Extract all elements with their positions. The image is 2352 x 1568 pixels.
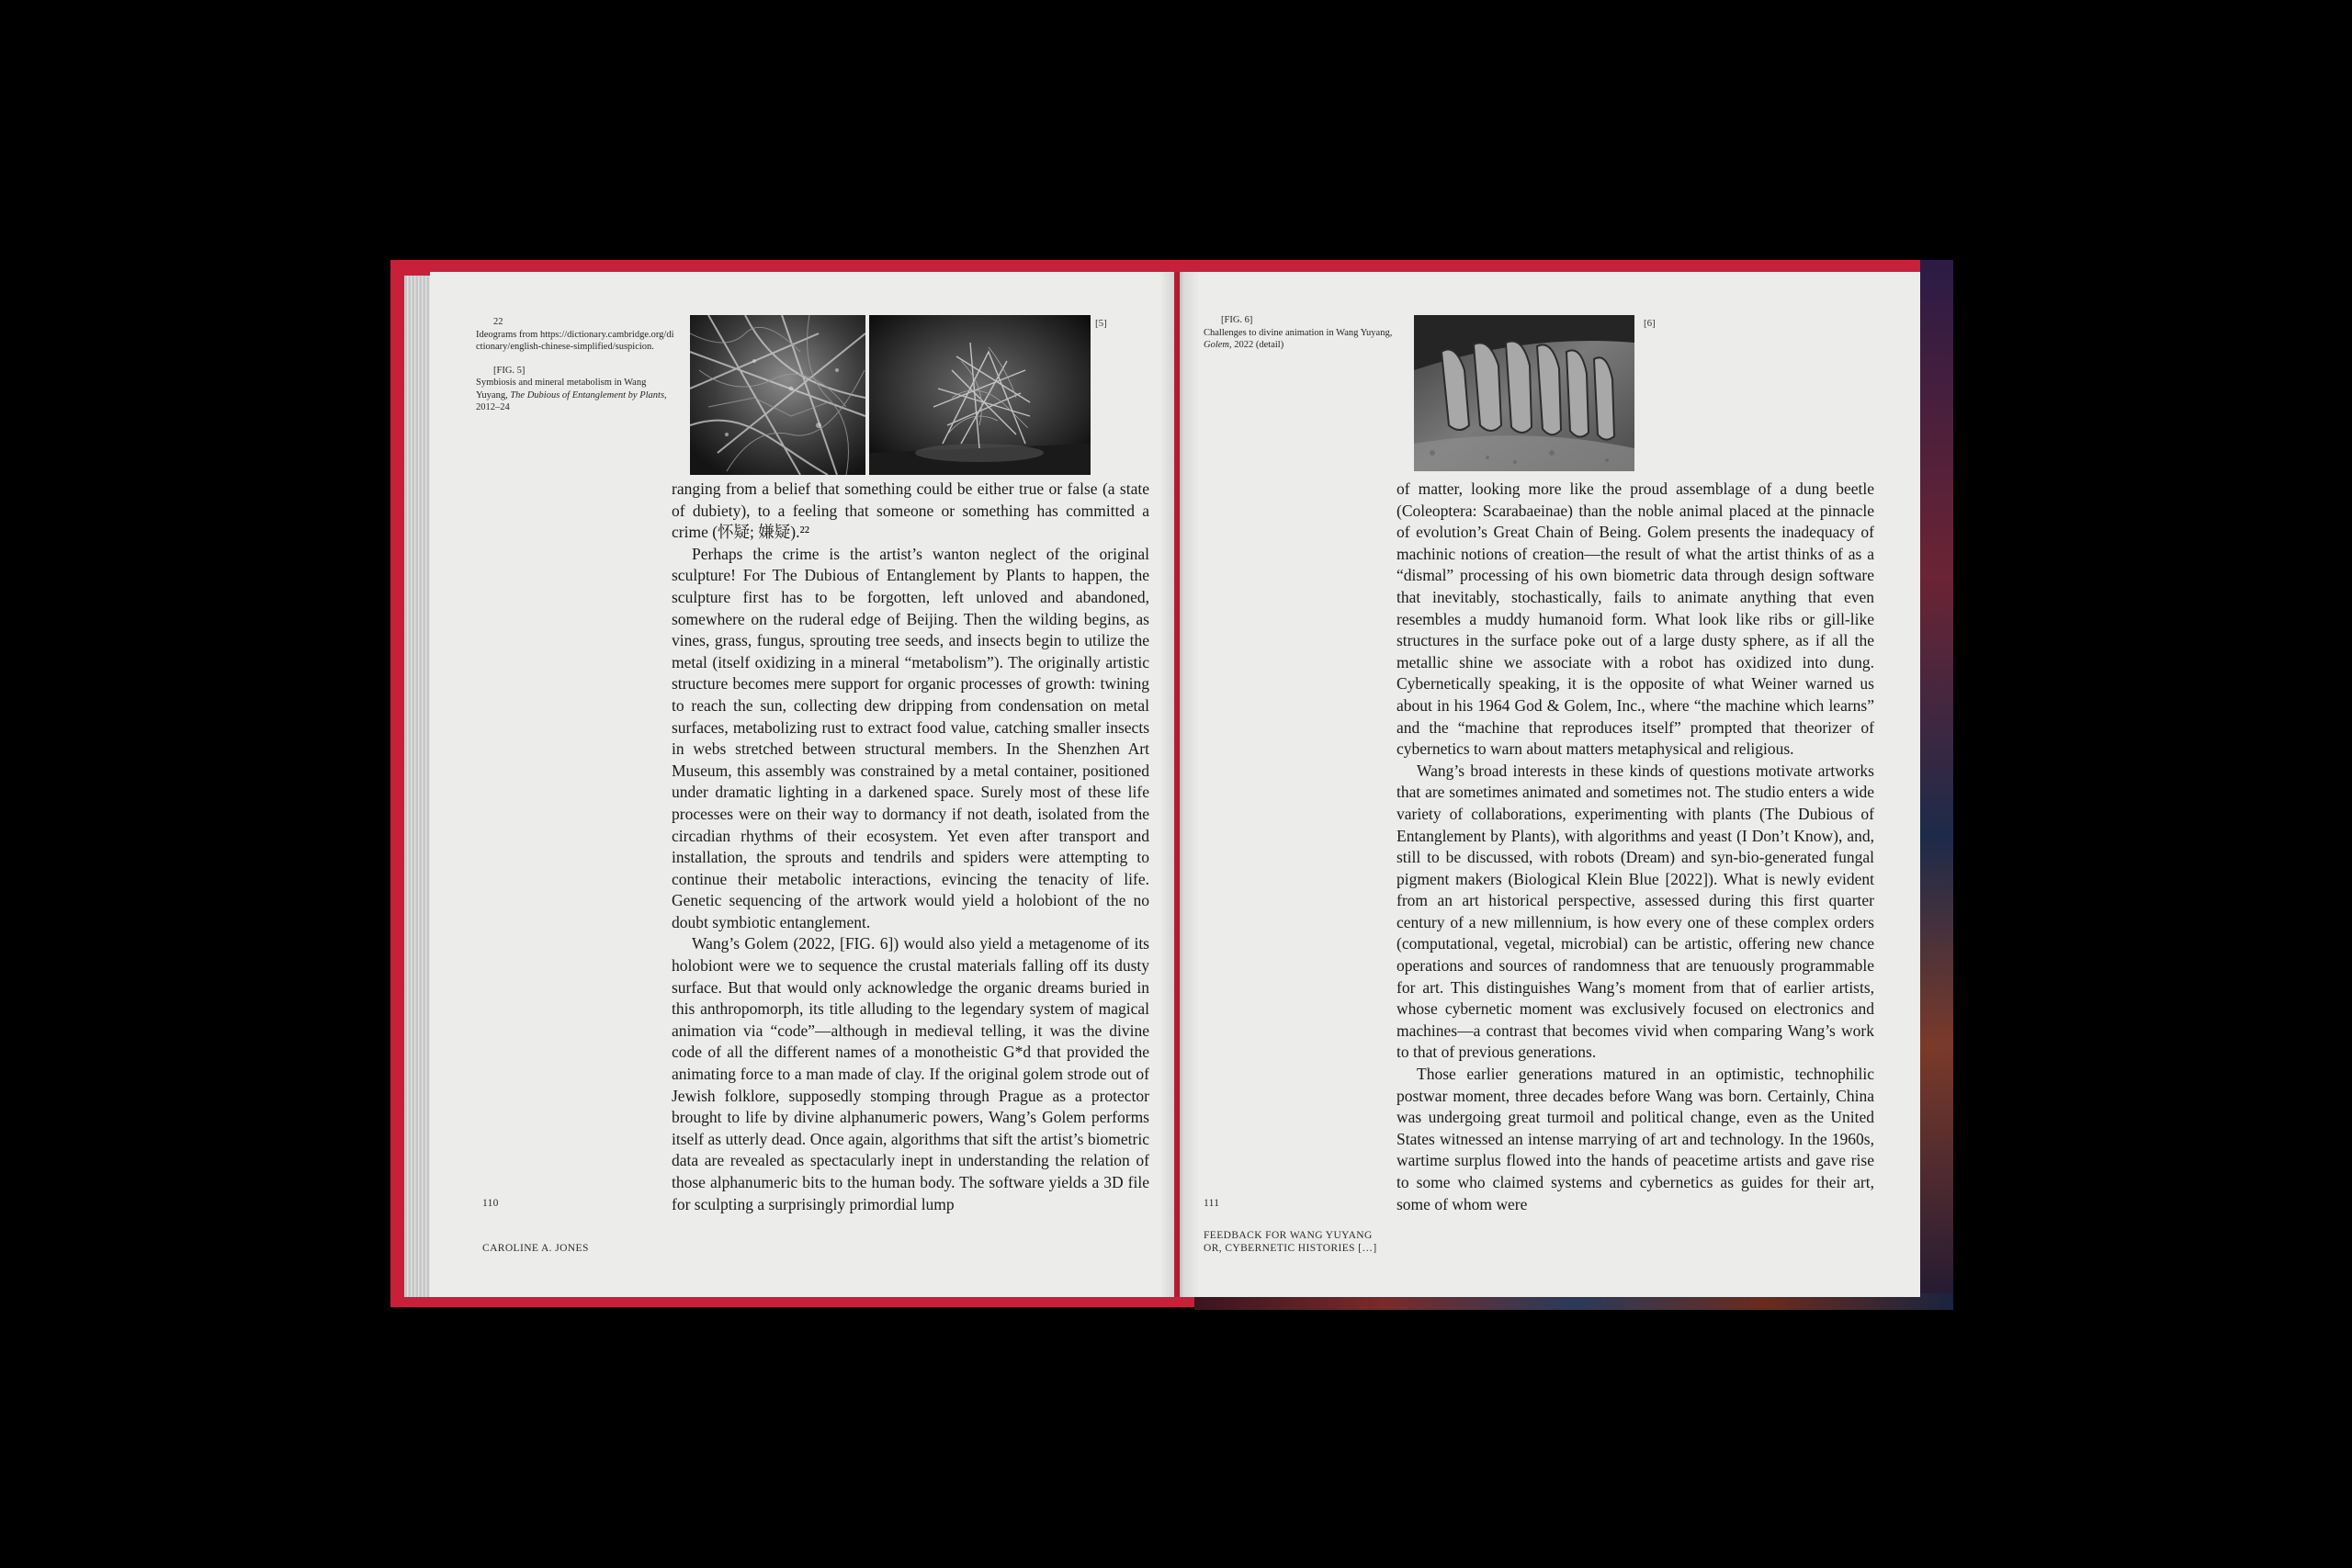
fig6-photo-golem xyxy=(1414,315,1634,471)
footnote-22 xyxy=(476,316,678,425)
fig5-caption-title: The Dubious of Entanglement by Plants xyxy=(510,389,665,400)
running-head-line: FEEDBACK FOR WANG YUYANG xyxy=(1204,1230,1373,1241)
page-number: 111 xyxy=(1204,1198,1220,1209)
left-page xyxy=(430,272,1174,1297)
fig6-label: [FIG. 6] xyxy=(1221,315,1253,325)
paragraph: Wang’s Golem (2022, [FIG. 6]) would also yield a metagenome of its holobiont were we to sequence the crustal materials falling off its dusty surface. But that would only acknowledge the organic dreams buried in this anthropomorph, its title alluding to the legendary system of magical animation via “code”—although in medieval telling, it was the divine code of all the different names of a monotheistic G*d that provided the animating force to a man made of clay. If the original golem strode out of Jewish folklore, supposedly stomping through Prague as a protector brought to life by divine alphanumeric powers, Wang’s Golem performs itself as utterly dead. Once again, algorithms that sift the artist’s biometric data are revealed as spectacularly inept in understanding the relation of those alphanumeric bits to the human body. The software yields a 3D file for sculpting a surprisingly primordial lump xyxy=(672,934,1149,1213)
right-body-text xyxy=(1396,479,1874,1215)
fig5-marker: [5] xyxy=(1095,318,1107,329)
running-head-line: OR, CYBERNETIC HISTORIES […] xyxy=(1204,1243,1377,1254)
running-head: CAROLINE A. JONES xyxy=(482,1243,589,1254)
fig6-caption-block xyxy=(1204,314,1415,352)
page-edges xyxy=(404,276,432,1297)
cover-edge xyxy=(1920,260,1953,1307)
paragraph: of matter, looking more like the proud assemblage of a dung beetle (Coleoptera: Scarabaeinae) than the noble animal placed at the pinnacle of evolution’s Great Chain of Being. Golem presents the inadequacy of machinic notions of creation—the result of what the artist thinks of as a “dismal” processing of his own biometric data through design software that inevitably, stochastically, fails to animate anything that even resembles a muddy humanoid form. What look like ribs or gill-like structures in the surface poke out of a large dusty sphere, as if all the metallic shine we associate with a robot has oxidized into dung. Cybernetically speaking, it is the opposite of what Weiner warned us about in his 1964 God & Golem, Inc., where “the machine which learns” and the “machine that reproduces itself” prompted that theorizer of cybernetics to warn about matters metaphysical and religious. xyxy=(1396,479,1874,759)
fig5-caption-text: Symbiosis and mineral metabolism in Wang Yuyang, xyxy=(476,378,647,400)
paragraph: Those earlier generations matured in an optimistic, technophilic postwar moment, three decades before Wang was born. Certainly, China was undergoing great turmoil and political change, even as the United States witnessed an intense marrying of art and technology. In the 1960s, wartime surplus flowed into the hands of peacetime artists and gave rise to some who claimed systems and cybernetics as guides for their art, some of whom were xyxy=(1396,1065,1874,1213)
right-page xyxy=(1180,272,1920,1297)
fig6-caption xyxy=(1204,327,1415,352)
left-body-text xyxy=(672,479,1149,1215)
book-gutter xyxy=(1159,272,1200,1297)
running-head xyxy=(1204,1229,1377,1255)
paragraph: Perhaps the crime is the artist’s wanton neglect of the original sculpture! For The Dubious of Entanglement by Plants to happen, the sculpture first has to be forgotten, left unloved and abandoned, somewhere on the ruderal edge of Beijing. Then the wilding begins, as vines, grass, fungus, sprouting tree seeds, and insects begin to utilize the metal (itself oxidizing in a mineral “metabolism”). The originally artistic structure becomes mere support for organic processes of growth: twining to reach the sun, collecting dew dripping from condensation on metal surfaces, metabolizing rust to extract food value, catching smaller insects in webs stretched between structural members. In the Shenzhen Art Museum, this assembly was constrained by a metal container, positioned under dramatic lighting in a darkened space. Surely most of these life processes were on their way to dormancy if not death, isolated from the circadian rhythms of their ecosystem. Yet even after transport and installation, the sprouts and tendrils and spiders were attempting to continue their metabolic interactions, evincing the tenacity of life. Genetic sequencing of the artwork would yield a holobiont of the no doubt symbiotic entanglement. xyxy=(672,544,1149,931)
fig6-marker: [6] xyxy=(1644,318,1656,329)
fig6-caption-title: Golem xyxy=(1204,340,1229,350)
fig5-photo-closeup xyxy=(690,315,865,475)
paragraph: ranging from a belief that something could be either true or false (a state of dubiety), to a feeling that someone or something has committed a crime (怀疑; 嫌疑).²² xyxy=(672,479,1149,542)
fig6-caption-text: Challenges to divine animation in Wang Yuyang, xyxy=(1204,327,1393,338)
footnote-text: Ideograms from https://dictionary.cambridge.org/dictionary/english-chinese-simplified/suspicion. xyxy=(476,329,674,352)
fig5-label: [FIG. 5] xyxy=(493,365,526,376)
footnote-number: 22 xyxy=(493,317,503,327)
fig5-caption-end: , 2012–24 xyxy=(476,389,667,412)
page-number: 110 xyxy=(482,1198,499,1209)
fig5-caption xyxy=(476,377,678,414)
fig5-photo-installation xyxy=(869,315,1091,475)
paragraph: Wang’s broad interests in these kinds of questions motivate artworks that are sometimes animated and sometimes not. The studio enters a wide variety of collaborations, experimenting with plants (The Dubious of Entanglement by Plants), with algorithms and yeast (I Don’t Know), and, still to be discussed, with robots (Dream) and syn-bio-generated fungal pigment makers (Biological Klein Blue [2022]). What is newly evident from an art historical perspective, assessed during this first quarter century of a new millennium, is how every one of these complex orders (computational, vegetal, microbial) can be artistic, offering new chance operations and sources of randomness that are tenuously programmable for art. This distinguishes Wang’s moment from that of earlier artists, whose cybernetic moment was exclusively focused on electronics and machines—a contrast that becomes vivid when comparing Wang’s work to that of previous generations. xyxy=(1396,761,1874,1062)
fig6-caption-end: , 2022 (detail) xyxy=(1229,340,1284,350)
